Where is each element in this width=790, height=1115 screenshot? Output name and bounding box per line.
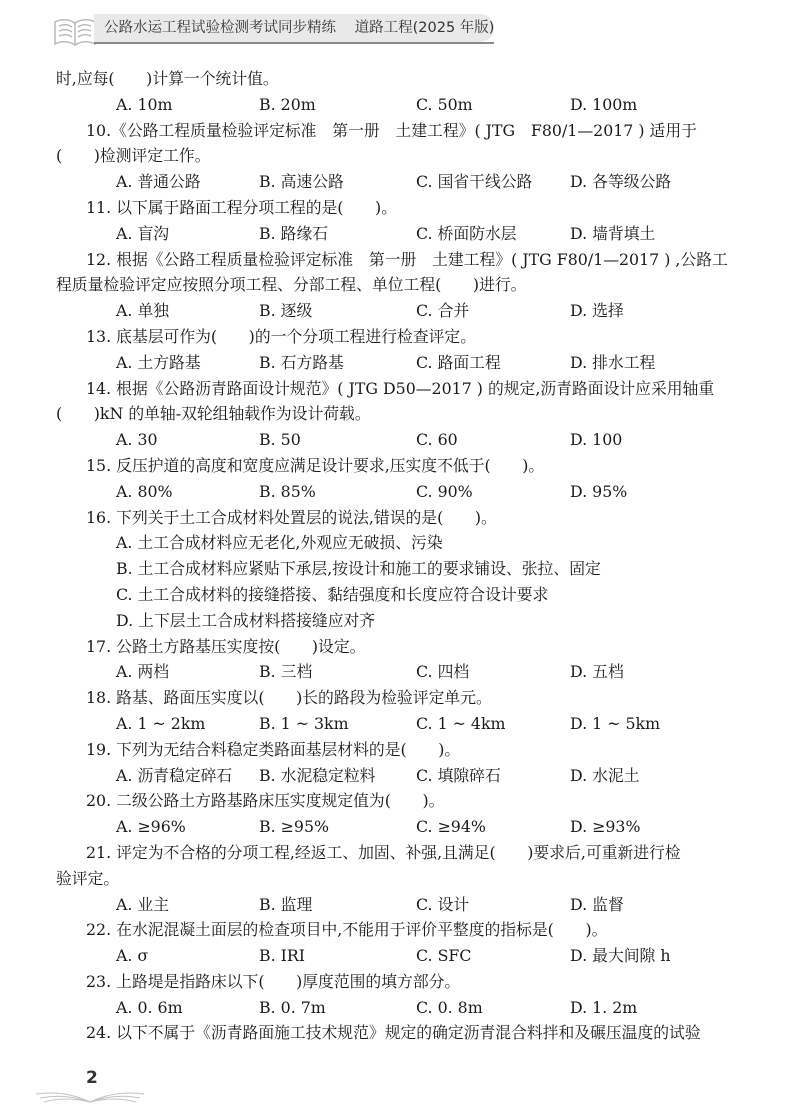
question-stem: 20. 二级公路土方路基路床压实度规定值为( )。 (86, 791, 445, 811)
option: D. 1. 2m (570, 997, 638, 1017)
question-stem-continuation: ( )kN 的单轴-双轮组轴载作为设计荷载。 (56, 404, 371, 424)
question-stem: 13. 底基层可作为( )的一个分项工程进行检查评定。 (86, 326, 477, 346)
option: A. 80% (116, 481, 173, 501)
option: A. 沥青稳定碎石 (116, 765, 233, 785)
option: A. 10m (116, 94, 173, 114)
option-row (56, 169, 744, 195)
option: B. 水泥稳定粒料 (259, 765, 376, 785)
option: D. 上下层土工合成材料搭接缝应对齐 (116, 610, 376, 630)
option: A. 普通公路 (116, 172, 201, 192)
option: B. 1 ~ 3km (259, 713, 349, 733)
question-stem: 19. 下列为无结合料稳定类路面基层材料的是( )。 (86, 739, 461, 759)
question-block (56, 634, 744, 686)
option: C. 国省干线公路 (416, 172, 533, 192)
question-stem: 18. 路基、路面压实度以( )长的路段为检验评定单元。 (86, 688, 492, 708)
question-list (56, 66, 744, 1046)
option: B. 0. 7m (259, 997, 326, 1017)
question-stem: 23. 上路堤是指路床以下( )厚度范围的填方部分。 (86, 971, 461, 991)
page-number: 2 (86, 1068, 98, 1088)
option: D. 各等级公路 (570, 172, 672, 192)
option-row (56, 350, 744, 376)
question-stem: 22. 在水泥混凝土面层的检查项目中,不能用于评价平整度的指标是( )。 (86, 920, 608, 940)
volume-title: 道路工程(2025 年版) (354, 20, 495, 36)
option-row (56, 814, 744, 840)
question-block (56, 1020, 744, 1046)
question-block (56, 917, 744, 969)
option: D. ≥93% (570, 817, 641, 837)
option: B. IRI (259, 946, 306, 966)
option: C. SFC (416, 946, 472, 966)
header-divider (94, 42, 494, 44)
option: B. ≥95% (259, 817, 329, 837)
question-stem: 24. 以下不属于《沥青路面施工技术规范》规定的确定沥青混合料拌和及碾压温度的试验 (86, 1023, 701, 1043)
page-footer (0, 1060, 790, 1115)
question-block (56, 453, 744, 505)
question-block (56, 840, 744, 917)
question-stem: 12. 根据《公路工程质量检验评定标准 第一册 土建工程》( JTG F80/1—2017 ) ,公路工 (86, 249, 728, 269)
option-row (56, 763, 744, 789)
option: B. 监理 (259, 894, 313, 914)
option-row (56, 711, 744, 737)
question-block (56, 737, 744, 789)
option: B. 石方路基 (259, 352, 344, 372)
question-stem: 14. 根据《公路沥青路面设计规范》( JTG D50—2017 ) 的规定,沥青路面设计应采用轴重 (86, 378, 715, 398)
option: A. 盲沟 (116, 223, 170, 243)
running-header (104, 18, 494, 38)
option: A. σ (116, 946, 149, 966)
page-header (0, 0, 790, 52)
option: D. 95% (570, 481, 628, 501)
option: C. 1 ~ 4km (416, 713, 506, 733)
option-row (56, 298, 744, 324)
option: D. 100m (570, 94, 638, 114)
option-row (56, 479, 744, 505)
option: A. ≥96% (116, 817, 186, 837)
question-block (56, 324, 744, 376)
option: D. 水泥土 (570, 765, 640, 785)
question-stem: 16. 下列关于土工合成材料处置层的说法,错误的是( )。 (86, 507, 497, 527)
option-row (56, 892, 744, 918)
option: A. 业主 (116, 894, 170, 914)
option: C. 填隙碎石 (416, 765, 501, 785)
question-block (56, 685, 744, 737)
option: C. 合并 (416, 301, 470, 321)
option-row (56, 943, 744, 969)
question-stem: 21. 评定为不合格的分项工程,经返工、加固、补强,且满足( )要求后,可重新进行检 (86, 842, 681, 862)
carryover-text: 时,应每( )计算一个统计值。 (56, 69, 279, 88)
option: D. 五档 (570, 662, 624, 682)
option: C. 四档 (416, 662, 470, 682)
option: B. 20m (259, 94, 316, 114)
option: B. 50 (259, 430, 301, 450)
option: A. 两档 (116, 662, 170, 682)
option: C. 桥面防水层 (416, 223, 517, 243)
option-row (56, 427, 744, 453)
option: C. 土工合成材料的接缝搭接、黏结强度和长度应符合设计要求 (116, 584, 549, 604)
option: D. 选择 (570, 301, 624, 321)
carryover-options (56, 92, 744, 118)
option-row (56, 221, 744, 247)
option: C. 设计 (416, 894, 470, 914)
questions (56, 118, 744, 1047)
option: B. 土工合成材料应紧贴下承层,按设计和施工的要求铺设、张拉、固定 (116, 559, 601, 579)
option: B. 路缘石 (259, 223, 329, 243)
option: B. 85% (259, 481, 316, 501)
question-block (56, 247, 744, 324)
option: C. 90% (416, 481, 473, 501)
question-stem: 11. 以下属于路面工程分项工程的是( )。 (86, 197, 398, 217)
option: C. 50m (416, 94, 473, 114)
option: A. 单独 (116, 301, 170, 321)
question-stem: 10.《公路工程质量检验评定标准 第一册 土建工程》( JTG F80/1—2017 ) 适用于 (86, 120, 697, 140)
option: D. 墙背填土 (570, 223, 656, 243)
question-stem-continuation: 程质量检验评定应按照分项工程、分部工程、单位工程( )进行。 (56, 275, 527, 295)
option: C. ≥94% (416, 817, 486, 837)
option: C. 60 (416, 430, 458, 450)
option: D. 排水工程 (570, 352, 656, 372)
question-block (56, 376, 744, 453)
question-block (56, 195, 744, 247)
question-block (56, 505, 744, 634)
question-stem-continuation: 验评定。 (56, 868, 120, 888)
option: B. 三档 (259, 662, 313, 682)
option: A. 土方路基 (116, 352, 201, 372)
question-block (56, 118, 744, 195)
question-stem: 17. 公路土方路基压实度按( )设定。 (86, 636, 366, 656)
option: D. 100 (570, 430, 623, 450)
option: A. 土工合成材料应无老化,外观应无破损、污染 (116, 533, 443, 553)
option: D. 最大间隙 h (570, 946, 671, 966)
option: D. 监督 (570, 894, 624, 914)
question-block (56, 788, 744, 840)
option: B. 高速公路 (259, 172, 344, 192)
question-block (56, 969, 744, 1021)
option: A. 30 (116, 430, 158, 450)
option-row (56, 995, 744, 1021)
option: C. 路面工程 (416, 352, 501, 372)
option: B. 逐级 (259, 301, 313, 321)
book-title: 公路水运工程试验检测考试同步精练 (104, 20, 336, 36)
open-book-icon (52, 14, 98, 48)
option: C. 0. 8m (416, 997, 483, 1017)
option: A. 1 ~ 2km (116, 713, 206, 733)
option: A. 0. 6m (116, 997, 183, 1017)
question-stem-continuation: ( )检测评定工作。 (56, 146, 211, 166)
option-row (56, 659, 744, 685)
question-stem: 15. 反压护道的高度和宽度应满足设计要求,压实度不低于( )。 (86, 455, 545, 475)
option: D. 1 ~ 5km (570, 713, 661, 733)
